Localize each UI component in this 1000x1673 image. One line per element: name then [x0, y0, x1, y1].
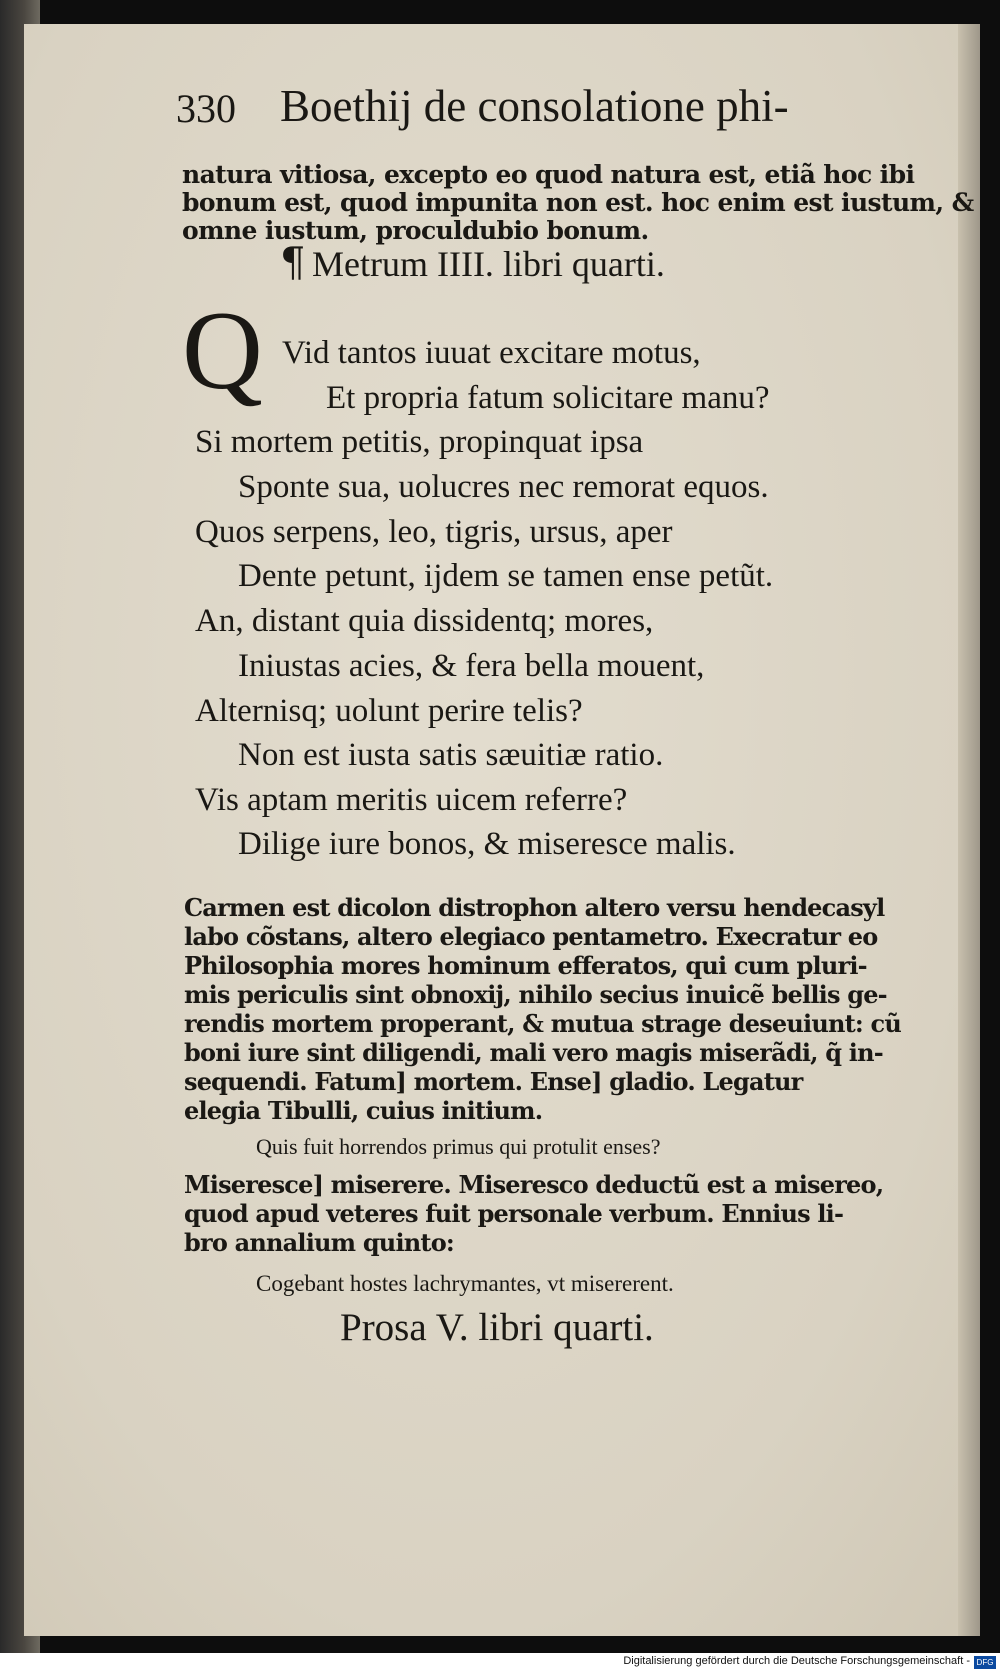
- commentary-line: Philosophia mores hominum efferatos, qui cum pluri-: [184, 951, 867, 980]
- digitization-footer: [0, 1653, 1000, 1673]
- commentary-line: Miseresce] miserere. Miseresco deductũ est a misereo,: [184, 1170, 884, 1199]
- prosa-heading: Prosa V. libri quarti.: [340, 1306, 654, 1349]
- prose-line: natura vitiosa, excepto eo quod natura est, etiã hoc ibi: [182, 160, 915, 189]
- verse-line: Vis aptam meritis uicem referre?: [195, 782, 628, 818]
- verse-line: Si mortem petitis, propinquat ipsa: [195, 424, 644, 460]
- dfg-logo: DFG: [974, 1656, 996, 1669]
- verse-line: Alternisq; uolunt perire telis?: [195, 693, 583, 729]
- commentary-line: labo cõstans, altero elegiaco pentametro. Execratur eo: [184, 922, 878, 951]
- commentary-line: Carmen est dicolon distrophon altero versu hendecasyl: [184, 893, 885, 922]
- prose-line: bonum est, quod impunita non est. hoc enim est iustum, &: [182, 188, 974, 217]
- prose-line: omne iustum, proculdubio bonum.: [182, 216, 649, 245]
- verse-line: Et propria fatum solicitare manu?: [326, 380, 770, 416]
- verse-line: Vid tantos iuuat excitare motus,: [282, 335, 701, 371]
- verse-line: Quos serpens, leo, tigris, ursus, aper: [195, 514, 673, 550]
- drop-cap: Q: [182, 289, 263, 413]
- verse-line: Sponte sua, uolucres nec remorat equos.: [238, 469, 769, 505]
- commentary-line: quod apud veteres fuit personale verbum. Ennius li-: [184, 1199, 844, 1228]
- commentary-line: mis periculis sint obnoxij, nihilo secius inuicẽ bellis ge-: [184, 980, 887, 1009]
- commentary-line: boni iure sint diligendi, mali vero magis miserãdi, q̃ in-: [184, 1038, 883, 1067]
- page-edge-shadow: [958, 24, 980, 1636]
- commentary-line: sequendi. Fatum] mortem. Ense] gladio. Legatur: [184, 1067, 803, 1096]
- page-number: 330: [176, 86, 236, 131]
- quotation: Quis fuit horrendos primus qui protulit enses?: [256, 1134, 661, 1159]
- verse-line: Non est iusta satis sæuitiæ ratio.: [238, 737, 664, 773]
- verse-line: Dente petunt, ijdem se tamen ense petũt.: [238, 558, 774, 594]
- verse-line: An, distant quia dissidentq; mores,: [195, 603, 654, 639]
- verse-line: Dilige iure bonos, & miseresce malis.: [238, 826, 736, 862]
- commentary-line: elegia Tibulli, cuius initium.: [184, 1096, 543, 1125]
- funding-note: Digitalisierung gefördert durch die Deutsche Forschungsgemeinschaft -: [623, 1655, 970, 1667]
- meter-heading: Metrum IIII. libri quarti.: [312, 244, 665, 284]
- running-title: Boethij de consolatione phi-: [280, 81, 789, 131]
- commentary-line: bro annalium quinto:: [184, 1228, 454, 1257]
- commentary-line: rendis mortem properant, & mutua strage deseuiunt: cũ: [184, 1009, 901, 1038]
- verse-line: Iniustas acies, & fera bella mouent,: [238, 648, 705, 684]
- pilcrow-mark: ¶: [280, 240, 306, 286]
- quotation: Cogebant hostes lachrymantes, vt misererent.: [256, 1271, 674, 1296]
